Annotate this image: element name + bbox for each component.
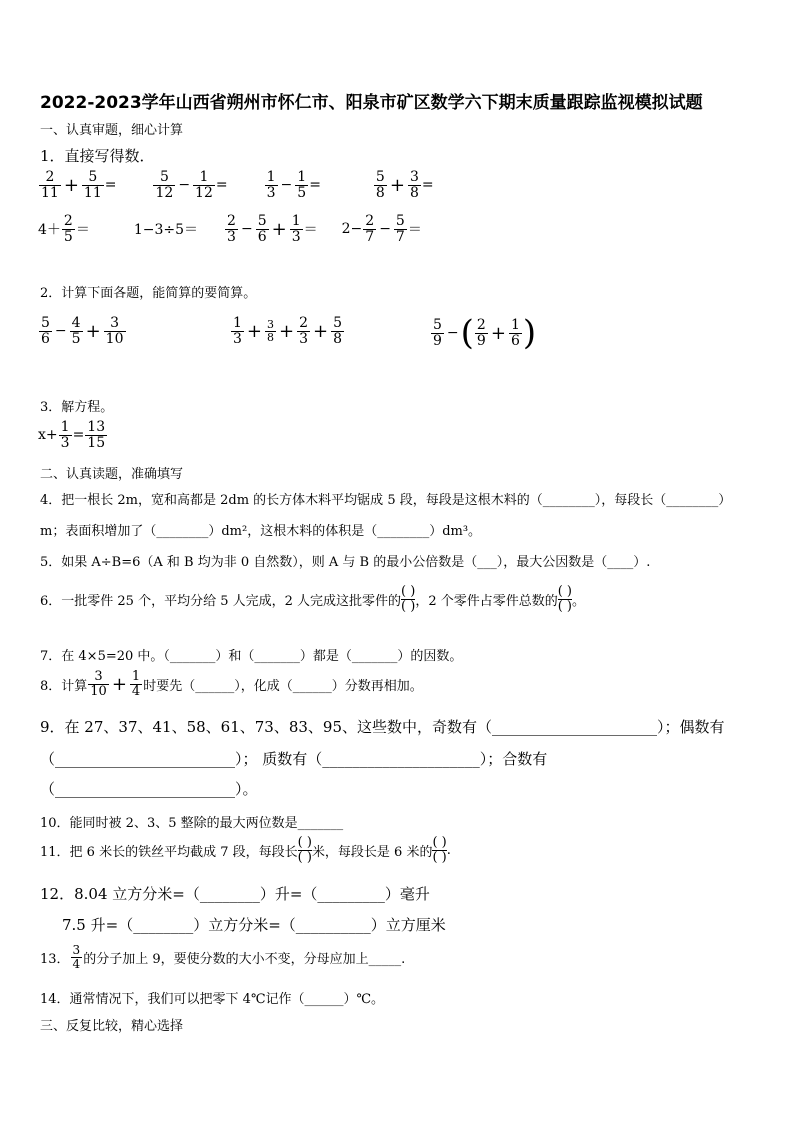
q1-item6: 1−3÷5＝ <box>133 222 199 239</box>
q1-item4: $\frac{5}{8}$ + $\frac{3}{8}$ = <box>375 169 434 201</box>
q1-item5: 4＋ $\frac{2}{5}$ ＝ <box>38 213 90 245</box>
q14-text: 14．通常情况下，我们可以把零下 4℃记作（______）℃。 <box>40 992 385 1007</box>
q9-line3: （________________________）。 <box>40 780 258 798</box>
q1-item2: $\frac{5}{12}$ − $\frac{1}{12}$ = <box>155 169 228 201</box>
q3-label: 3．解方程。 <box>40 400 114 415</box>
q1-label: 1．直接写得数． <box>40 147 155 165</box>
q2-expression-1: $\frac{5}{6}$ − $\frac{4}{5}$ + $\frac{3}{10}$ <box>41 315 124 347</box>
q4-line2: m；表面积增加了（________）dm²，这根木料的体积是（________）dm³。 <box>40 524 482 539</box>
q3-equation: x+ $\frac{1}{3}$ = $\frac{13}{15}$ <box>38 419 106 451</box>
q7-text: 7．在 4×5=20 中。（_______）和（_______）都是（_______）的因数。 <box>40 649 463 664</box>
q5-text: 5．如果 A÷B=6（A 和 B 均为非 0 自然数），则 A 与 B 的最小公倍数是（___），最大公因数是（____）. <box>40 555 651 570</box>
section-3-heading: 三、反复比较，精心选择 <box>40 1019 184 1034</box>
q1-row1 <box>38 170 434 200</box>
q11-text: 11．把 6 米长的铁丝平均截成 7 段，每段长 $\frac{( )}{( )}$ 米，每段长是 6 米的 $\frac{( )}{( )}$ . <box>40 835 451 866</box>
q1-item1: $\frac{2}{11}$ + $\frac{5}{11}$ = <box>41 169 117 201</box>
q6-answer-fraction-1[interactable]: $\frac{( )}{( )}$ <box>401 584 416 615</box>
section-1-heading: 一、认真审题，细心计算 <box>40 123 184 138</box>
q1-item8: 2− $\frac{2}{7}$ − $\frac{5}{7}$ ＝ <box>341 213 422 245</box>
q12-line2: 7.5 升=（________）立方分米=（__________）立方厘米 <box>62 916 446 934</box>
q1-item3: $\frac{1}{3}$ − $\frac{1}{5}$ = <box>266 169 321 201</box>
q2-expression-2: $\frac{1}{3}$ + $\frac{3}{8}$ + $\frac{2}{3}$ + $\frac{5}{8}$ <box>233 315 343 347</box>
q9-line2: （________________________）； 质数有（_____________________）；合数有 <box>40 750 548 768</box>
q6-answer-fraction-2[interactable]: $\frac{( )}{( )}$ <box>557 584 572 615</box>
q9-line1: 9．在 27、37、41、58、61、73、83、95、这些数中，奇数有（______________________）；偶数有 <box>40 718 725 736</box>
q11-answer-fraction-2[interactable]: $\frac{( )}{( )}$ <box>432 835 447 866</box>
q1-item7: $\frac{2}{3}$ − $\frac{5}{6}$ + $\frac{1}{3}$ ＝ <box>227 213 318 245</box>
q8-text: 8．计算 $\frac{3}{10}$ + $\frac{1}{4}$ 时要先（______），化成（______）分数再相加。 <box>40 669 423 699</box>
q11-answer-fraction-1[interactable]: $\frac{( )}{( )}$ <box>297 835 312 866</box>
q2-label: 2．计算下面各题，能简算的要简算。 <box>40 286 257 301</box>
section-2-heading: 二、认真读题，准确填写 <box>40 467 184 482</box>
q2-expression-3: $\frac{5}{9}$ − ( $\frac{2}{9}$ + $\frac{1}{6}$ ) <box>433 313 537 353</box>
q13-text: 13． $\frac{3}{4}$ 的分子加上 9，要使分数的大小不变，分母应加上_____. <box>40 943 406 971</box>
q10-text: 10．能同时被 2、3、5 整除的最大两位数是_______ <box>40 816 344 831</box>
q12-line1: 12．8.04 立方分米=（________）升=（_________）毫升 <box>40 885 430 903</box>
q6-text: 6．一批零件 25 个，平均分给 5 人完成，2 人完成这批零件的 $\frac{( )}{( )}$ ，2 个零件占零件总数的 $\frac{( )}{( )}$ 。 <box>40 584 586 615</box>
q1-row2 <box>38 214 422 244</box>
q4-line1: 4．把一根长 2m，宽和高都是 2dm 的长方体木料平均锯成 5 段，每段是这根木料的（________），每段长（________） <box>40 493 732 508</box>
page-title: 2022-2023学年山西省朔州市怀仁市、阳泉市矿区数学六下期末质量跟踪监视模拟试题 <box>40 93 703 113</box>
